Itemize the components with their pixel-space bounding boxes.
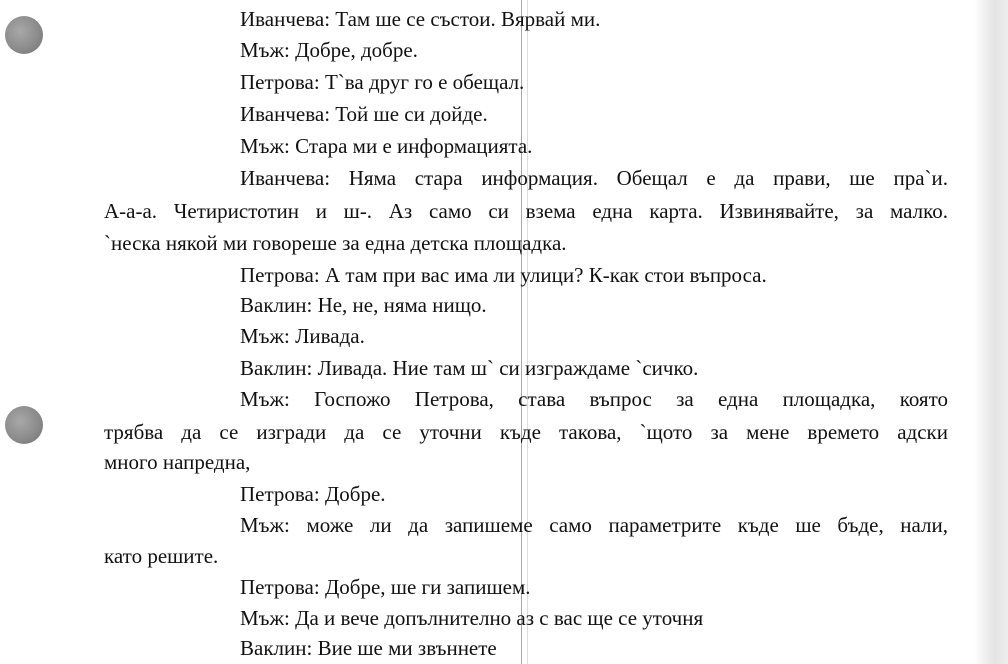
transcript-line: Петрова: Добре, ше ги запишем. bbox=[240, 575, 531, 599]
transcript-line: трябва да се изгради да се уточни къде такова, `щото за мене времето адски bbox=[104, 420, 948, 444]
transcript-line: Петрова: Добре. bbox=[240, 482, 386, 506]
transcript-line: Иванчева: Той ше си дойде. bbox=[240, 102, 488, 126]
transcript-line: Иванчева: Там ше се състои. Вярвай ми. bbox=[240, 7, 601, 31]
transcript-line: Ваклин: Ливада. Ние там ш` си изграждаме `сичко. bbox=[240, 356, 699, 380]
transcript-line: `неска някой ми говореше за една детска площадка. bbox=[104, 231, 567, 255]
transcript-line: Ваклин: Вие ше ми звъннете bbox=[240, 636, 497, 660]
transcript-line: много напредна, bbox=[104, 450, 251, 474]
transcript-line: Мъж: Добре, добре. bbox=[240, 38, 418, 62]
transcript-line: като решите. bbox=[104, 544, 219, 568]
transcript-line: Мъж: може ли да запишеме само параметрите къде ше бъде, нали, bbox=[240, 513, 948, 537]
transcript-line: Мъж: Да и вече допълнително аз с вас ще се уточня bbox=[240, 606, 704, 630]
transcript-line: Ваклин: Не, не, няма нищо. bbox=[240, 293, 487, 317]
transcript-line: А-а-а. Четиристотин и ш-. Аз само си взема една карта. Извинявайте, за малко. bbox=[104, 199, 948, 223]
transcript-line: Иванчева: Няма стара информация. Обещал е да прави, ше пра`и. bbox=[240, 166, 948, 190]
transcript-line: Петрова: Т`ва друг го е обещал. bbox=[240, 70, 525, 94]
transcript-line: Мъж: Стара ми е информацията. bbox=[240, 134, 533, 158]
transcript-line: Мъж: Ливада. bbox=[240, 324, 365, 348]
transcript-line: Мъж: Госпожо Петрова, става въпрос за една площадка, която bbox=[240, 387, 948, 411]
transcript-line: Петрова: А там при вас има ли улици? К-как стои въпроса. bbox=[240, 263, 767, 287]
